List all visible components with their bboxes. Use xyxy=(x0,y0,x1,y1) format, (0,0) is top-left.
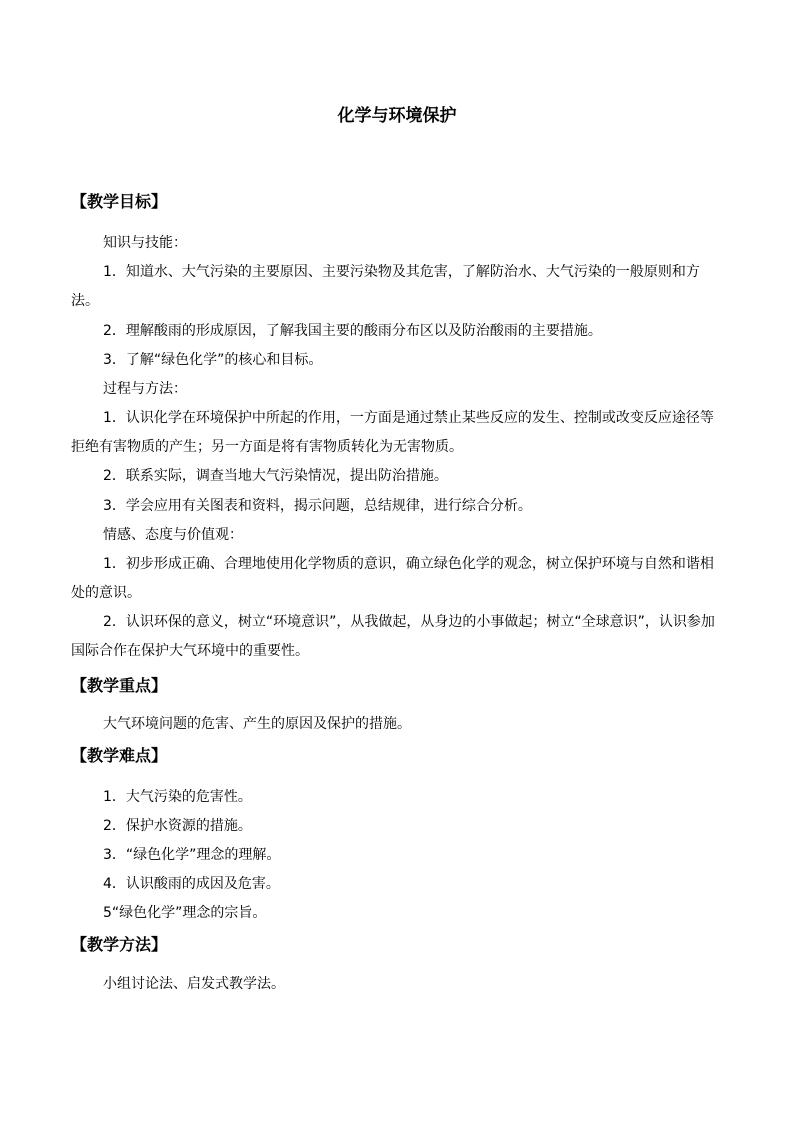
difficulty-item-3: 3．“绿色化学”理念的理解。 xyxy=(103,847,281,863)
objective-knowledge-item-1: 1．知道水、大气污染的主要原因、主要污染物及其危害，了解防治水、大气污染的一般原则和方法。 xyxy=(71,264,700,309)
key-points-text: 大气环境问题的危害、产生的原因及保护的措施。 xyxy=(103,716,411,732)
difficulty-item-2: 2．保护水资源的措施。 xyxy=(103,818,252,834)
objective-knowledge-item-2: 2．理解酸雨的形成原因，了解我国主要的酸雨分布区以及防治酸雨的主要措施。 xyxy=(103,323,602,339)
subsection-label-knowledge: 知识与技能： xyxy=(103,235,187,251)
section-heading-objectives: 【教学目标】 xyxy=(71,192,168,211)
objective-attitude-item-2: 2．认识环保的意义，树立“环境意识”，从我做起，从身边的小事做起；树立“全球意识”，认识参加国际合作在保护大气环境中的重要性。 xyxy=(71,614,715,659)
methods-text: 小组讨论法、启发式教学法。 xyxy=(103,976,285,992)
difficulty-item-1: 1．大气污染的危害性。 xyxy=(103,789,252,805)
difficulty-item-4: 4．认识酸雨的成因及危害。 xyxy=(103,876,280,892)
objective-process-item-1: 1．认识化学在环境保护中所起的作用，一方面是通过禁止某些反应的发生、控制或改变反应途径等拒绝有害物质的产生；另一方面是将有害物质转化为无害物质。 xyxy=(71,410,714,455)
section-heading-methods: 【教学方法】 xyxy=(71,935,168,954)
objective-process-item-2: 2．联系实际，调查当地大气污染情况，提出防治措施。 xyxy=(103,468,448,484)
subsection-label-process: 过程与方法： xyxy=(103,381,187,397)
difficulty-item-5: 5“绿色化学”理念的宗旨。 xyxy=(103,905,267,921)
section-heading-difficulties: 【教学难点】 xyxy=(71,746,168,765)
objective-attitude-item-1: 1．初步形成正确、合理地使用化学物质的意识，确立绿色化学的观念，树立保护环境与自然和谐相处的意识。 xyxy=(71,556,714,601)
document-title: 化学与环境保护 xyxy=(337,106,457,126)
objective-process-item-3: 3．学会应用有关图表和资料，揭示问题，总结规律，进行综合分析。 xyxy=(103,498,532,514)
subsection-label-attitude: 情感、态度与价值观： xyxy=(103,527,243,543)
objective-knowledge-item-3: 3．了解“绿色化学”的核心和目标。 xyxy=(103,352,323,368)
section-heading-key-points: 【教学重点】 xyxy=(71,676,168,695)
